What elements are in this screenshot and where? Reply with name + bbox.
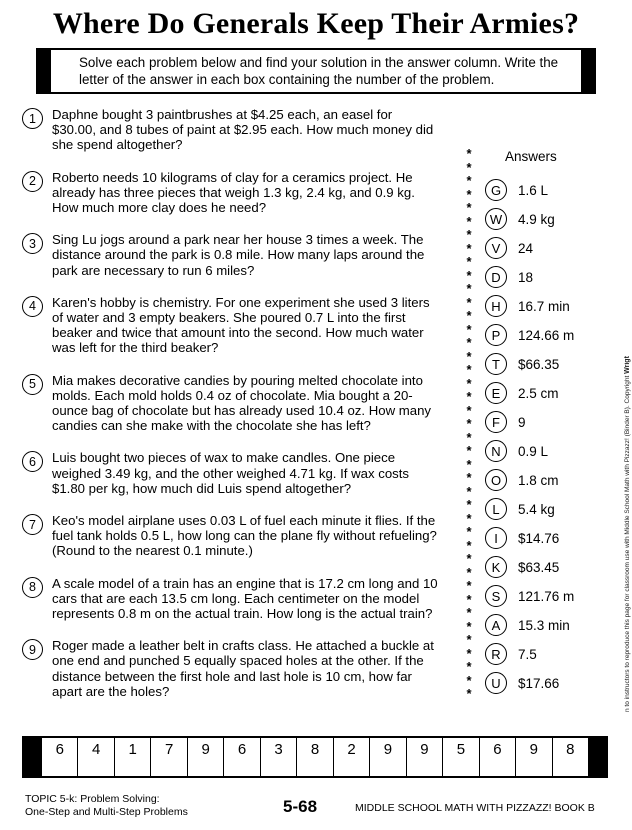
problem-item bbox=[22, 373, 438, 434]
answer-box[interactable] bbox=[77, 738, 113, 776]
problem-text: Luis bought two pieces of wax to make candles. One piece weighed 3.49 kg, and the other weighed 4.71 kg. If wax costs $1.80 per kg, how much did Luis spend altogether? bbox=[52, 450, 410, 496]
problem-item bbox=[22, 107, 438, 153]
answer-box[interactable] bbox=[406, 738, 442, 776]
problem-text: Karen's hobby is chemistry. For one experiment she used 3 liters of water and 3 empty beakers. She poured 0.7 L into the first beaker and twice that amount into the second. How much water was left for the third beaker? bbox=[52, 294, 430, 356]
answer-box-number: 9 bbox=[201, 741, 210, 758]
answer-item bbox=[485, 585, 574, 607]
answer-item bbox=[485, 498, 574, 520]
star-icon: * bbox=[466, 456, 472, 472]
star-icon: * bbox=[466, 537, 472, 553]
star-icon: * bbox=[466, 659, 472, 674]
answer-item bbox=[485, 324, 574, 346]
answer-column bbox=[462, 147, 574, 701]
star-icon: * bbox=[466, 510, 472, 526]
answer-box-number: 6 bbox=[237, 741, 247, 758]
strip-right-cap bbox=[588, 738, 606, 776]
star-icon: * bbox=[466, 362, 472, 377]
answer-item bbox=[485, 266, 574, 288]
star-divider bbox=[462, 147, 476, 701]
answer-value: 24 bbox=[518, 240, 534, 256]
footer-topic-line1: TOPIC 5-k: Problem Solving: bbox=[25, 793, 160, 805]
star-icon: * bbox=[466, 348, 472, 364]
answer-value: 0.9 L bbox=[518, 443, 549, 459]
star-icon: * bbox=[466, 429, 472, 445]
answer-value: 4.9 kg bbox=[518, 211, 555, 227]
star-icon: * bbox=[466, 483, 472, 499]
answer-box[interactable] bbox=[552, 738, 588, 776]
problem-text: Daphne bought 3 paintbrushes at $4.25 each, an easel for $30.00, and 8 tubes of paint at $2.95 each. How much money did she spend altogether? bbox=[52, 107, 434, 153]
problem-number-badge: 8 bbox=[22, 577, 43, 598]
star-icon: * bbox=[466, 686, 472, 701]
answer-value: 9 bbox=[518, 414, 526, 430]
answer-letter-badge: U bbox=[485, 672, 507, 694]
problem-text: Roger made a leather belt in crafts class. He attached a buckle at one end and punched 5 equally spaced holes at the other. If the distance between the first hole and last hole is 10 cm, how far apart are the holes? bbox=[52, 638, 434, 699]
star-icon: * bbox=[466, 227, 472, 242]
answer-box[interactable] bbox=[187, 738, 223, 776]
star-icon: * bbox=[466, 254, 472, 269]
answer-box[interactable] bbox=[42, 738, 77, 776]
star-icon: * bbox=[466, 470, 472, 485]
answer-item bbox=[485, 382, 574, 404]
star-icon: * bbox=[466, 591, 472, 607]
answer-item bbox=[485, 295, 574, 317]
strip-left-cap bbox=[24, 738, 42, 776]
answer-letter-badge: L bbox=[485, 498, 507, 520]
problem-number-badge: 5 bbox=[22, 374, 43, 395]
problem-number-badge: 6 bbox=[22, 451, 43, 472]
answer-item bbox=[485, 353, 574, 375]
answer-letter-badge: D bbox=[485, 266, 507, 288]
instructions-text: Solve each problem below and find your solution in the answer column. Write the letter of the answer in each box containing the number of the problem. bbox=[79, 55, 559, 87]
answer-box[interactable] bbox=[479, 738, 515, 776]
answer-letter-badge: I bbox=[485, 527, 507, 549]
star-icon: * bbox=[466, 146, 472, 161]
answer-box[interactable] bbox=[150, 738, 186, 776]
answers-header: Answers bbox=[505, 149, 557, 164]
answer-box[interactable] bbox=[515, 738, 551, 776]
problem-text: Mia makes decorative candies by pouring melted chocolate into molds. Each mold holds 0.4 oz of chocolate. Mia bought a 20-ounce bag of chocolate but has already used 10.4 oz. How many candies can she make with the chocolate she has left? bbox=[52, 372, 432, 434]
star-icon: * bbox=[466, 240, 472, 256]
star-icon: * bbox=[466, 159, 472, 175]
problem-item bbox=[22, 295, 438, 356]
page-title: Where Do Generals Keep Their Armies? bbox=[52, 7, 580, 40]
answer-letter-badge: S bbox=[485, 585, 507, 607]
problem-item bbox=[22, 576, 438, 622]
problem-number-badge: 7 bbox=[22, 514, 43, 535]
answer-box-number: 4 bbox=[92, 741, 101, 758]
answer-value: 2.5 cm bbox=[518, 385, 559, 401]
answer-list bbox=[485, 179, 574, 701]
answer-letter-badge: K bbox=[485, 556, 507, 578]
problem-number-badge: 4 bbox=[22, 296, 43, 317]
answer-box-number: 9 bbox=[529, 741, 538, 758]
star-icon: * bbox=[466, 443, 472, 458]
problem-item bbox=[22, 513, 438, 559]
instructions-banner bbox=[36, 48, 596, 94]
star-icon: * bbox=[466, 578, 472, 593]
star-icon: * bbox=[466, 632, 472, 647]
answer-box-number: 6 bbox=[55, 741, 64, 758]
star-icon: * bbox=[466, 281, 472, 296]
answer-value: $14.76 bbox=[518, 530, 560, 546]
banner-left-cap bbox=[36, 48, 49, 94]
answer-box-number: 9 bbox=[420, 741, 429, 758]
answer-value: 15.3 min bbox=[518, 617, 570, 633]
answer-box[interactable] bbox=[114, 738, 150, 776]
star-icon: * bbox=[466, 605, 472, 620]
star-icon: * bbox=[466, 564, 472, 580]
answer-letter-badge: N bbox=[485, 440, 507, 462]
footer-topic-line2: One-Step and Multi-Step Problems bbox=[25, 805, 188, 818]
answer-value: 16.7 min bbox=[518, 298, 570, 314]
problem-text: A scale model of a train has an engine that is 17.2 cm long and 10 cars that are each 13.5 cm long. Each centimeter on the model represents 0.8 m on the actual train. How long is the actual train? bbox=[52, 575, 438, 622]
problem-number-badge: 9 bbox=[22, 639, 43, 660]
answer-letter-badge: E bbox=[485, 382, 507, 404]
permission-text: n to instructors to reproduce this page for classroom use with Middle School Math with Pizzazz! (Binder B). Copyright bbox=[624, 373, 631, 712]
problem-text: Sing Lu jogs around a park near her house 3 times a week. The distance around the park is 0.8 mile. How many laps around the park are necessary to run 6 miles? bbox=[52, 232, 425, 278]
star-icon: * bbox=[466, 267, 472, 283]
answer-letter-badge: R bbox=[485, 643, 507, 665]
answer-value: 7.5 bbox=[518, 646, 537, 662]
answer-box-number: 8 bbox=[310, 741, 320, 758]
problem-number-badge: 2 bbox=[22, 171, 43, 192]
answer-item bbox=[485, 411, 574, 433]
answer-letter-badge: P bbox=[485, 324, 507, 346]
problem-number-badge: 1 bbox=[22, 108, 43, 129]
star-icon: * bbox=[466, 497, 472, 512]
star-icon: * bbox=[466, 308, 472, 323]
star-icon: * bbox=[466, 551, 472, 566]
answer-value: 1.8 cm bbox=[518, 472, 559, 488]
problem-item bbox=[22, 170, 438, 216]
answer-letter-badge: H bbox=[485, 295, 507, 317]
publisher-name: Wrigt bbox=[624, 356, 631, 374]
answer-item bbox=[485, 208, 574, 230]
answer-box[interactable] bbox=[296, 738, 332, 776]
answer-item bbox=[485, 237, 574, 259]
problem-text: Roberto needs 10 kilograms of clay for a ceramics project. He already has three pieces that weigh 1.3 kg, 2.4 kg, and 0.9 kg. How much more clay does he need? bbox=[52, 169, 415, 216]
answer-value: $63.45 bbox=[518, 559, 560, 575]
answer-value: 124.66 m bbox=[518, 327, 575, 343]
star-icon: * bbox=[466, 186, 472, 202]
banner-right-cap bbox=[583, 48, 596, 94]
answer-item bbox=[485, 440, 574, 462]
problem-list bbox=[22, 107, 438, 701]
answer-letter-badge: O bbox=[485, 469, 507, 491]
footer-book-title: MIDDLE SCHOOL MATH WITH PIZZAZZ! BOOK B bbox=[355, 802, 595, 814]
answer-box-number: 3 bbox=[274, 741, 283, 758]
answer-box[interactable] bbox=[333, 738, 369, 776]
footer-page-number: 5-68 bbox=[283, 797, 318, 816]
footer-topic bbox=[25, 793, 188, 818]
problem-number-badge: 3 bbox=[22, 233, 43, 254]
answer-box-number: 9 bbox=[383, 741, 393, 758]
problem-item bbox=[22, 638, 438, 699]
star-icon: * bbox=[466, 173, 472, 188]
answer-box-number: 5 bbox=[456, 741, 466, 758]
answer-letter-badge: G bbox=[485, 179, 507, 201]
worksheet-page bbox=[0, 7, 632, 830]
answer-box[interactable] bbox=[223, 738, 259, 776]
star-icon: * bbox=[466, 335, 472, 350]
answer-box[interactable] bbox=[260, 738, 296, 776]
answer-item bbox=[485, 179, 574, 201]
answers-panel bbox=[485, 147, 574, 701]
answer-box[interactable] bbox=[369, 738, 405, 776]
answer-item bbox=[485, 469, 574, 491]
instructions-box bbox=[49, 48, 583, 94]
answer-value: 121.76 m bbox=[518, 588, 575, 604]
problem-text: Keo's model airplane uses 0.03 L of fuel each minute it flies. If the fuel tank holds 0.5 L, how long can the plane fly without refueling? (Round to the nearest 0.1 minute.) bbox=[52, 513, 437, 559]
answer-item bbox=[485, 672, 574, 694]
answer-box-number: 2 bbox=[347, 741, 356, 758]
star-icon: * bbox=[466, 618, 472, 634]
star-icon: * bbox=[466, 402, 472, 418]
answer-box-number: 1 bbox=[128, 741, 137, 758]
answer-boxes-strip bbox=[22, 736, 608, 778]
star-icon: * bbox=[466, 213, 472, 229]
copyright-sidebar-note bbox=[624, 292, 631, 712]
answer-letter-badge: W bbox=[485, 208, 507, 230]
answer-value: 1.6 L bbox=[518, 182, 549, 198]
answer-letter-badge: V bbox=[485, 237, 507, 259]
answer-box[interactable] bbox=[442, 738, 478, 776]
answer-value: $66.35 bbox=[518, 356, 560, 372]
answer-boxes bbox=[42, 738, 588, 776]
answer-box-number: 6 bbox=[493, 741, 502, 758]
answer-letter-badge: T bbox=[485, 353, 507, 375]
answer-item bbox=[485, 556, 574, 578]
answer-value: 5.4 kg bbox=[518, 501, 555, 517]
answer-value: $17.66 bbox=[518, 675, 560, 691]
problem-item bbox=[22, 450, 438, 496]
star-icon: * bbox=[466, 416, 472, 431]
answer-item bbox=[485, 643, 574, 665]
answer-box-number: 8 bbox=[566, 741, 575, 758]
answer-item bbox=[485, 527, 574, 549]
star-icon: * bbox=[466, 200, 472, 215]
answer-value: 18 bbox=[518, 269, 534, 285]
answer-letter-badge: A bbox=[485, 614, 507, 636]
problem-item bbox=[22, 232, 438, 278]
answer-box-number: 7 bbox=[164, 741, 174, 758]
star-icon: * bbox=[466, 389, 472, 404]
worksheet-body bbox=[22, 107, 632, 701]
star-icon: * bbox=[466, 645, 472, 661]
star-icon: * bbox=[466, 524, 472, 539]
star-icon: * bbox=[466, 294, 472, 310]
star-icon: * bbox=[466, 321, 472, 337]
answer-item bbox=[485, 614, 574, 636]
answer-letter-badge: F bbox=[485, 411, 507, 433]
star-icon: * bbox=[466, 375, 472, 391]
star-icon: * bbox=[466, 672, 472, 688]
